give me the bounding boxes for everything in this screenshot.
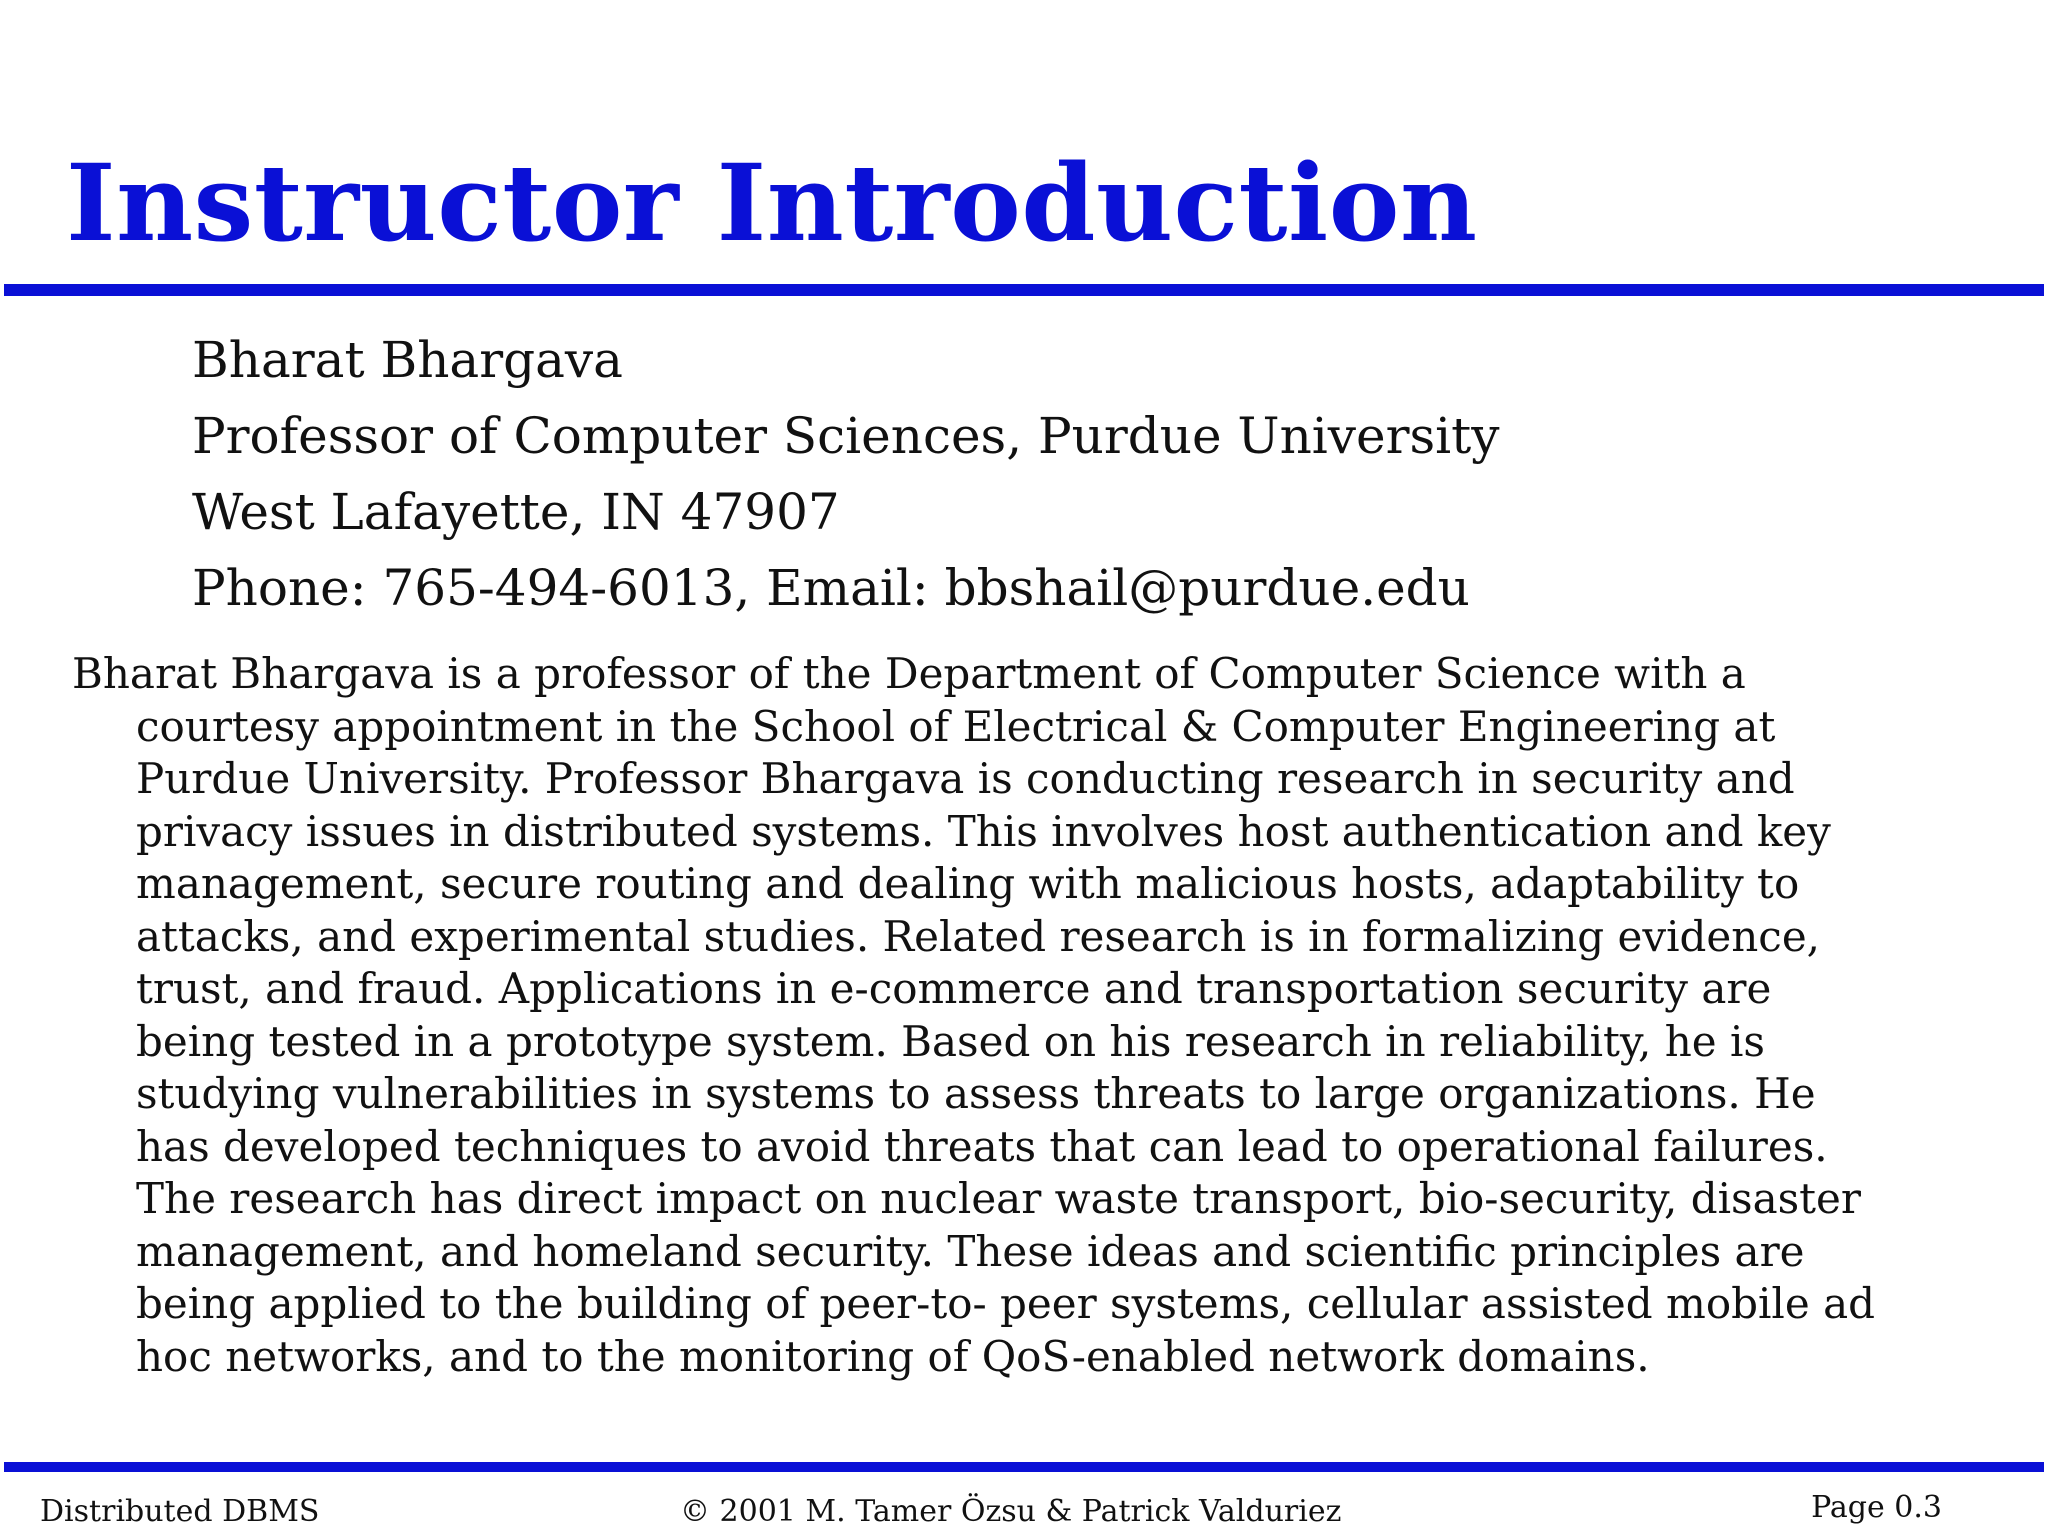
title-divider	[4, 284, 2044, 296]
bio-line: hoc networks, and to the monitoring of QoS-enabled network domains.	[136, 1331, 1650, 1381]
instructor-address: West Lafayette, IN 47907	[192, 483, 840, 541]
bio-line: management, secure routing and dealing with malicious hosts, adaptability to	[136, 859, 1800, 908]
footer-course-name: Distributed DBMS	[40, 1494, 320, 1529]
footer-copyright: © 2001 M. Tamer Özsu & Patrick Valduriez	[680, 1494, 1342, 1529]
bio-line: has developed techniques to avoid threats that can lead to operational failures.	[136, 1121, 1828, 1171]
bio-line: courtesy appointment in the School of Electrical & Computer Engineering at	[136, 701, 1776, 751]
footer-divider	[4, 1462, 2044, 1472]
bio-paragraph	[72, 648, 1972, 1383]
bio-line: The research has direct impact on nuclear waste transport, bio-security, disaster	[136, 1174, 1861, 1223]
bio-line: being applied to the building of peer-to- peer systems, cellular assisted mobile ad	[136, 1279, 1876, 1328]
bio-line: attacks, and experimental studies. Related research is in formalizing evidence,	[136, 911, 1821, 961]
instructor-phone-email: Phone: 765-494-6013, Email: bbshail@purdue.edu	[192, 559, 1470, 617]
footer-page-number: Page 0.3	[1811, 1490, 1942, 1525]
contact-block	[192, 322, 1500, 626]
bio-line: privacy issues in distributed systems. This involves host authentication and key	[136, 806, 1831, 856]
bio-line: trust, and fraud. Applications in e-commerce and transportation security are	[136, 964, 1772, 1013]
bio-line: Purdue University. Professor Bhargava is conducting research in security and	[136, 754, 1795, 803]
instructor-position: Professor of Computer Sciences, Purdue University	[192, 407, 1500, 465]
slide-title: Instructor Introduction	[66, 140, 1478, 265]
bio-line: management, and homeland security. These ideas and scientific principles are	[136, 1226, 1805, 1276]
bio-line: being tested in a prototype system. Based on his research in reliability, he is	[136, 1016, 1765, 1066]
bio-line: studying vulnerabilities in systems to assess threats to large organizations. He	[136, 1069, 1816, 1118]
bio-line: Bharat Bhargava is a professor of the Department of Computer Science with a	[72, 649, 1746, 698]
instructor-name: Bharat Bhargava	[192, 331, 623, 389]
